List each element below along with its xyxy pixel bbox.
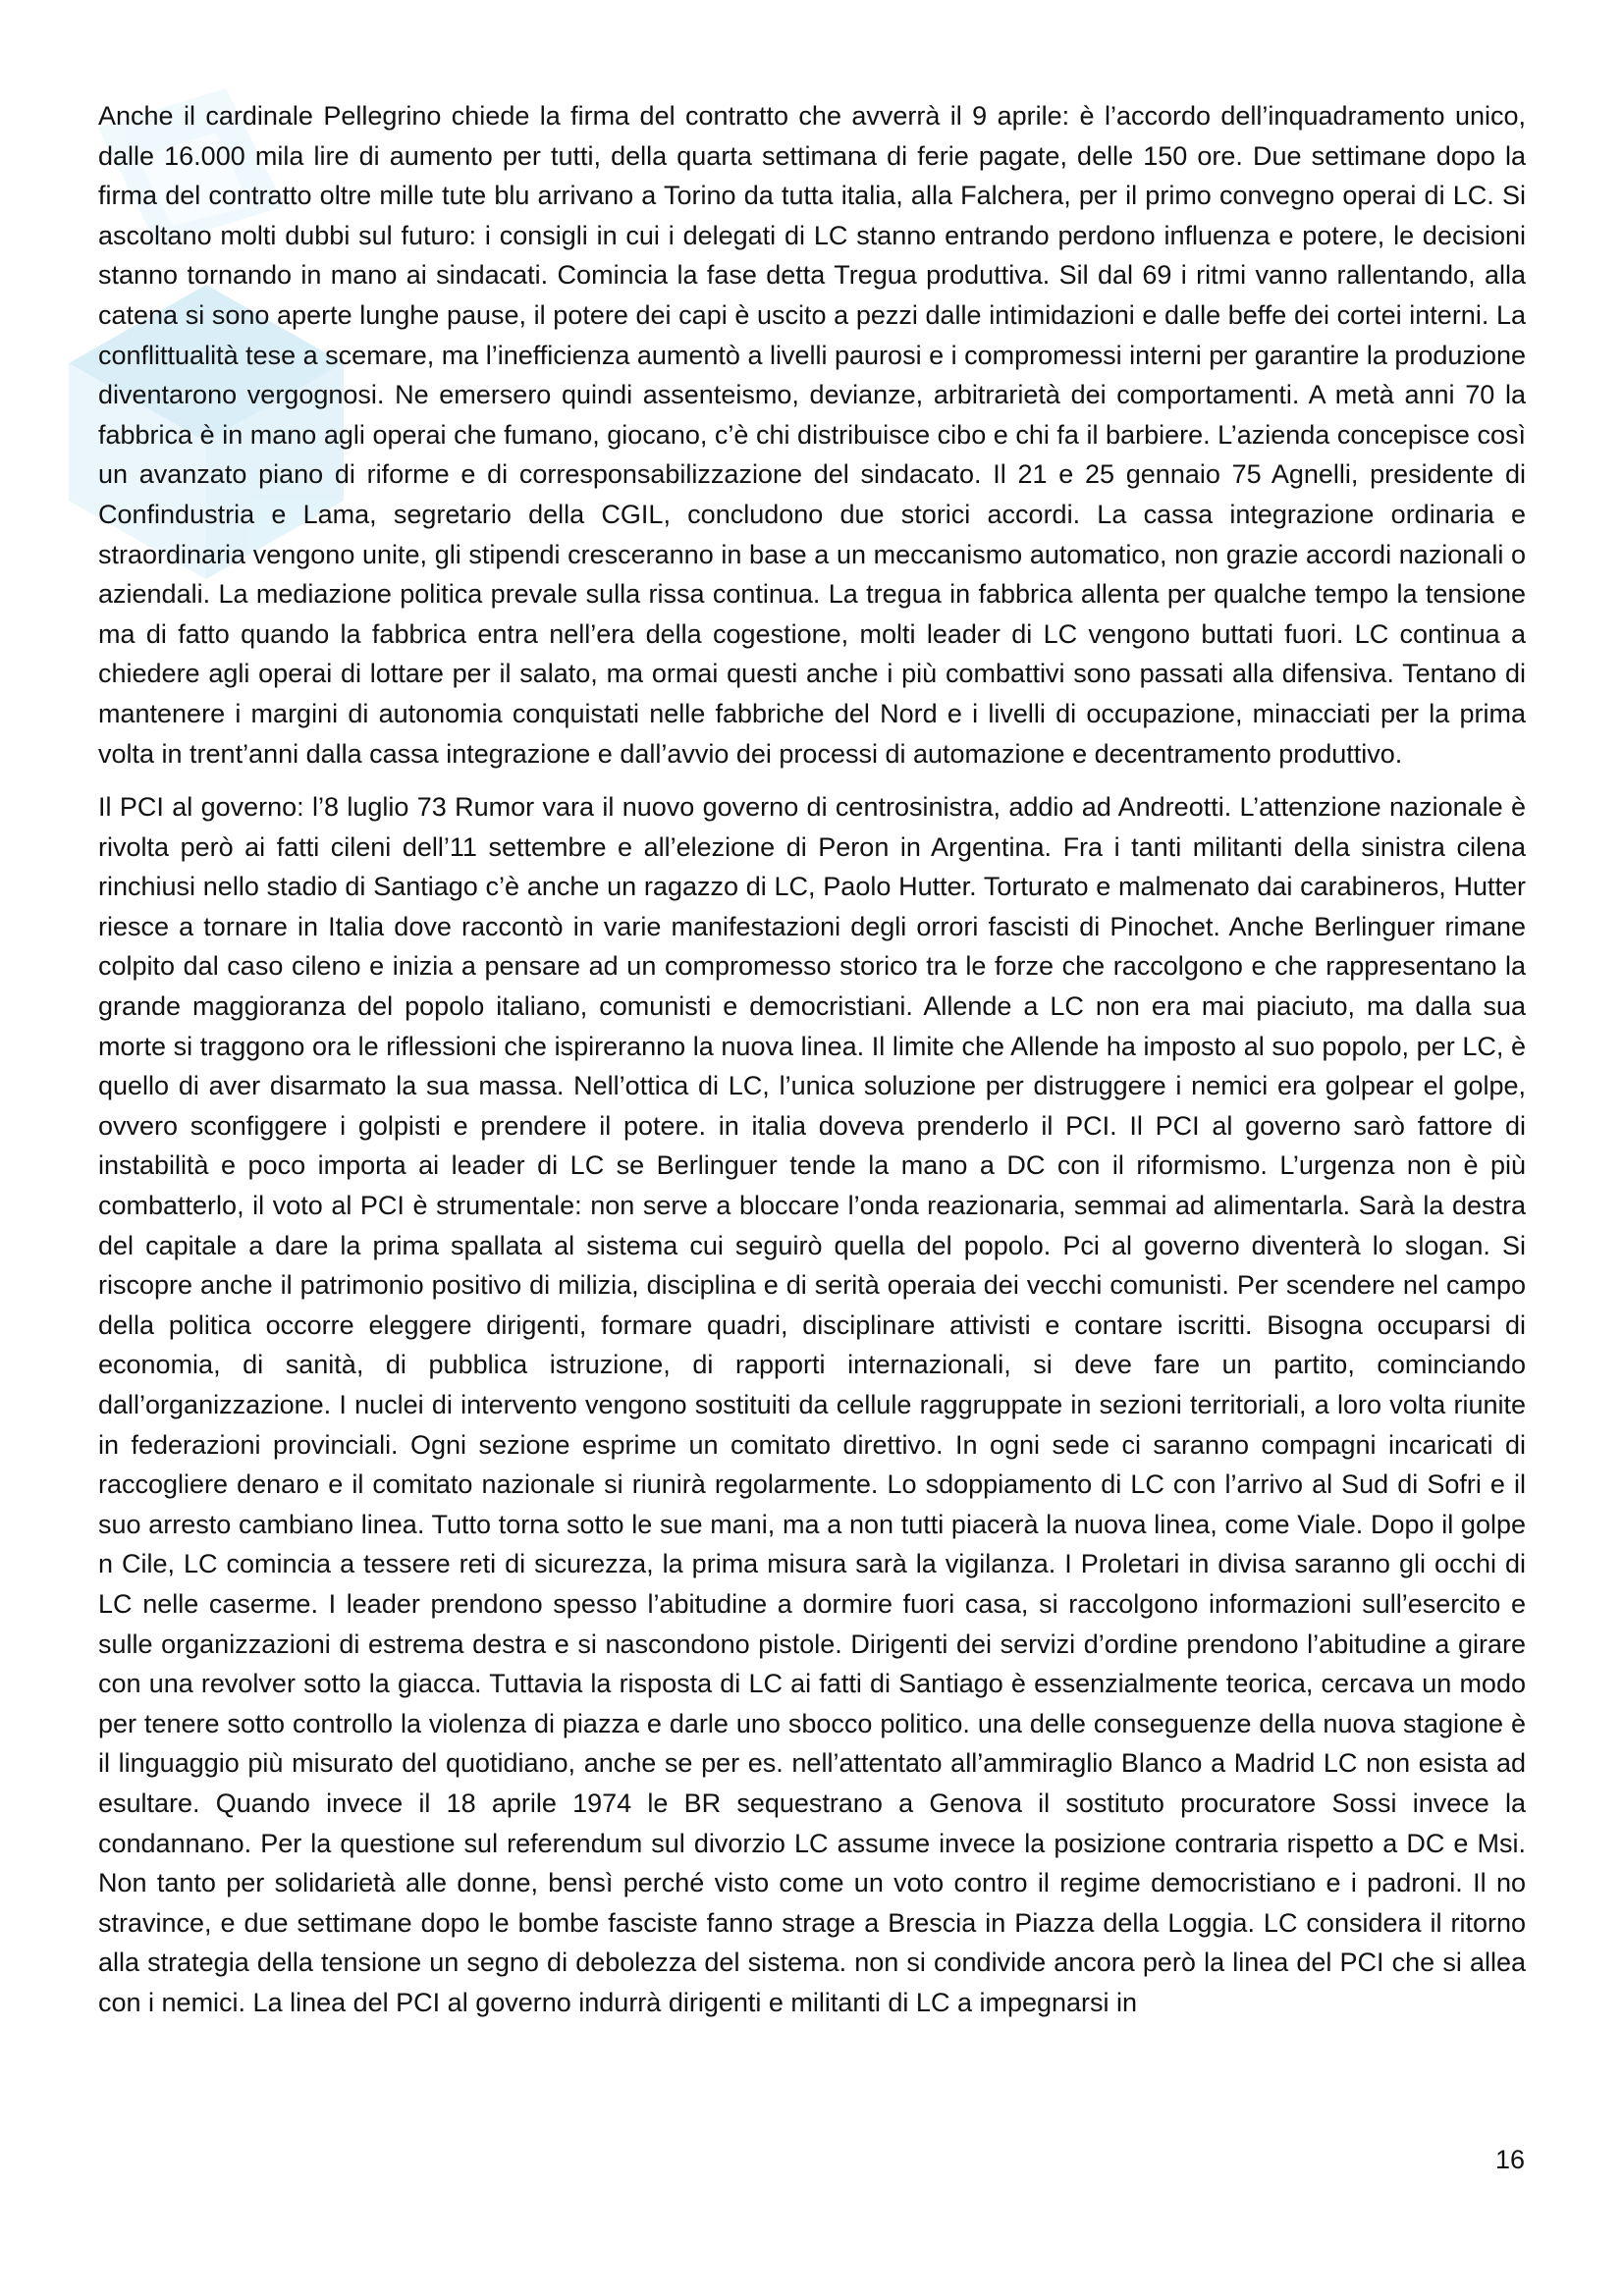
paragraph-pci-governo: Il PCI al governo: l’8 luglio 73 Rumor vara il nuovo governo di centrosinistra, addio ad Andreotti. L’attenzione nazionale è rivolta però ai fatti cileni dell’11 settembre e all’elezione di Peron in Argentina. Fra i tanti militanti della sinistra cilena rinchiusi nello stadio di Santiago c’è anche un ragazzo di LC, Paolo Hutter. Torturato e malmenato dai carabineros, Hutter riesce a tornare in Italia dove raccontò in varie manifestazioni degli orrori fascisti di Pinochet. Anche Berlinguer rimane colpito dal caso cileno e inizia a pensare ad un compromesso storico tra le forze che raccolgono e che rappresentano la grande maggioranza del popolo italiano, comunisti e democristiani. Allende a LC non era mai piaciuto, ma dalla sua morte si traggono ora le riflessioni che ispireranno la nuova linea. Il limite che Allende ha imposto al suo popolo, per LC, è quello di aver disarmato la sua massa. Nell’ottica di LC, l’unica soluzione per distruggere i nemici era golpear el golpe, ovvero sconfiggere i golpisti e prendere il potere. in italia doveva prenderlo il PCI. Il PCI al governo sarò fattore di instabilità e poco importa ai leader di LC se Berlinguer tende la mano a DC con il riformismo. L’urgenza non è più combatterlo, il voto al PCI è strumentale: non serve a bloccare l’onda reazionaria, semmai ad alimentarla. Sarà la destra del capitale a dare la prima spallata al sistema cui seguirò quella del popolo. Pci al governo diventerà lo slogan. Si riscopre anche il patrimonio positivo di milizia, disciplina e di serità operaia dei vecchi comunisti. Per scendere nel campo della politica occorre eleggere dirigenti, formare quadri, disciplinare attivisti e contare iscritti. Bisogna occuparsi di economia, di sanità, di pubblica istruzione, di rapporti internazionali, si deve fare un partito, cominciando dall’organizzazione. I nuclei di intervento vengono sostituiti da cellule raggruppate in sezioni territoriali, a loro volta riunite in federazioni provinciali. Ogni sezione esprime un comitato direttivo. In ogni sede ci saranno compagni incaricati di raccogliere denaro e il comitato nazionale si riunirà regolarmente. Lo sdoppiamento di LC con l’arrivo al Sud di Sofri e il suo arresto cambiano linea. Tutto torna sotto le sue mani, ma a non tutti piacerà la nuova linea, come Viale. Dopo il golpe n Cile, LC comincia a tessere reti di sicurezza, la prima misura sarà la vigilanza. I Proletari in divisa saranno gli occhi di LC nelle caserme. I leader prendono spesso l’abitudine a dormire fuori casa, si raccolgono informazioni sull’esercito e sulle organizzazioni di estrema destra e si nascondono pistole. Dirigenti dei servizi d’ordine prendono l’abitudine a girare con una revolver sotto la giacca. Tuttavia la risposta di LC ai fatti di Santiago è essenzialmente teorica, cercava un modo per tenere sotto controllo la violenza di piazza e darle uno sbocco politico. una delle conseguenze della nuova stagione è il linguaggio più misurato del quotidiano, anche se per es. nell’attentato all’ammiraglio Blanco a Madrid LC non esista ad esultare. Quando invece il 18 aprile 1974 le BR sequestrano a Genova il sostituto procuratore Sossi invece la condannano. Per la questione sul referendum sul divorzio LC assume invece la posizione contraria rispetto a DC e Msi. Non tanto per solidarietà alle donne, bensì perché visto come un voto contro il regime democristiano e i padroni. Il no stravince, e due settimane dopo le bombe fasciste fanno strage a Brescia in Piazza della Loggia. LC considera il ritorno alla strategia della tensione un segno di debolezza del sistema. non si condivide ancora però la linea del PCI che si allea con i nemici. La linea del PCI al governo indurrà dirigenti e militanti di LC a impegnarsi in (98, 792, 1526, 2017)
paragraph-contract-tregua: Anche il cardinale Pellegrino chiede la firma del contratto che avverrà il 9 aprile: è l’accordo dell’inquadramento unico, dalle 16.000 mila lire di aumento per tutti, della quarta settimana di ferie pagate, delle 150 ore. Due settimane dopo la firma del contratto oltre mille tute blu arrivano a Torino da tutta italia, alla Falchera, per il primo convegno operai di LC. Si ascoltano molti dubbi sul futuro: i consigli in cui i delegati di LC stanno entrando perdono influenza e potere, le decisioni stanno tornando in mano ai sindacati. Comincia la fase detta Tregua produttiva. Sil dal 69 i ritmi vanno rallentando, alla catena si sono aperte lunghe pause, il potere dei capi è uscito a pezzi dalle intimidazioni e dalle beffe dei cortei interni. La conflittualità tese a scemare, ma l’inefficienza aumentò a livelli paurosi e i compromessi interni per garantire la produzione diventarono vergognosi. Ne emersero quindi assenteismo, devianze, arbitrarietà dei comportamenti. A metà anni 70 la fabbrica è in mano agli operai che fumano, giocano, c’è chi distribuisce cibo e chi fa il barbiere. L’azienda concepisce così un avanzato piano di riforme e di corresponsabilizzazione del sindacato. Il 21 e 25 gennaio 75 Agnelli, presidente di Confindustria e Lama, segretario della CGIL, concludono due storici accordi. La cassa integrazione ordinaria e straordinaria vengono unite, gli stipendi cresceranno in base a un meccanismo automatico, non grazie accordi nazionali o aziendali. La mediazione politica prevale sulla rissa continua. La tregua in fabbrica allenta per qualche tempo la tensione ma di fatto quando la fabbrica entra nell’era della cogestione, molti leader di LC vengono buttati fuori. LC continua a chiedere agli operai di lottare per il salato, ma ormai questi anche i più combattivi sono passati alla difensiva. Tentano di mantenere i margini di autonomia conquistati nelle fabbriche del Nord e i livelli di occupazione, minacciati per la prima volta in trent’anni dalla cassa integrazione e dall’avvio dei processi di automazione e decentramento produttivo. (98, 101, 1526, 769)
document-body (98, 96, 1526, 2037)
page-number: 16 (1494, 2145, 1525, 2174)
